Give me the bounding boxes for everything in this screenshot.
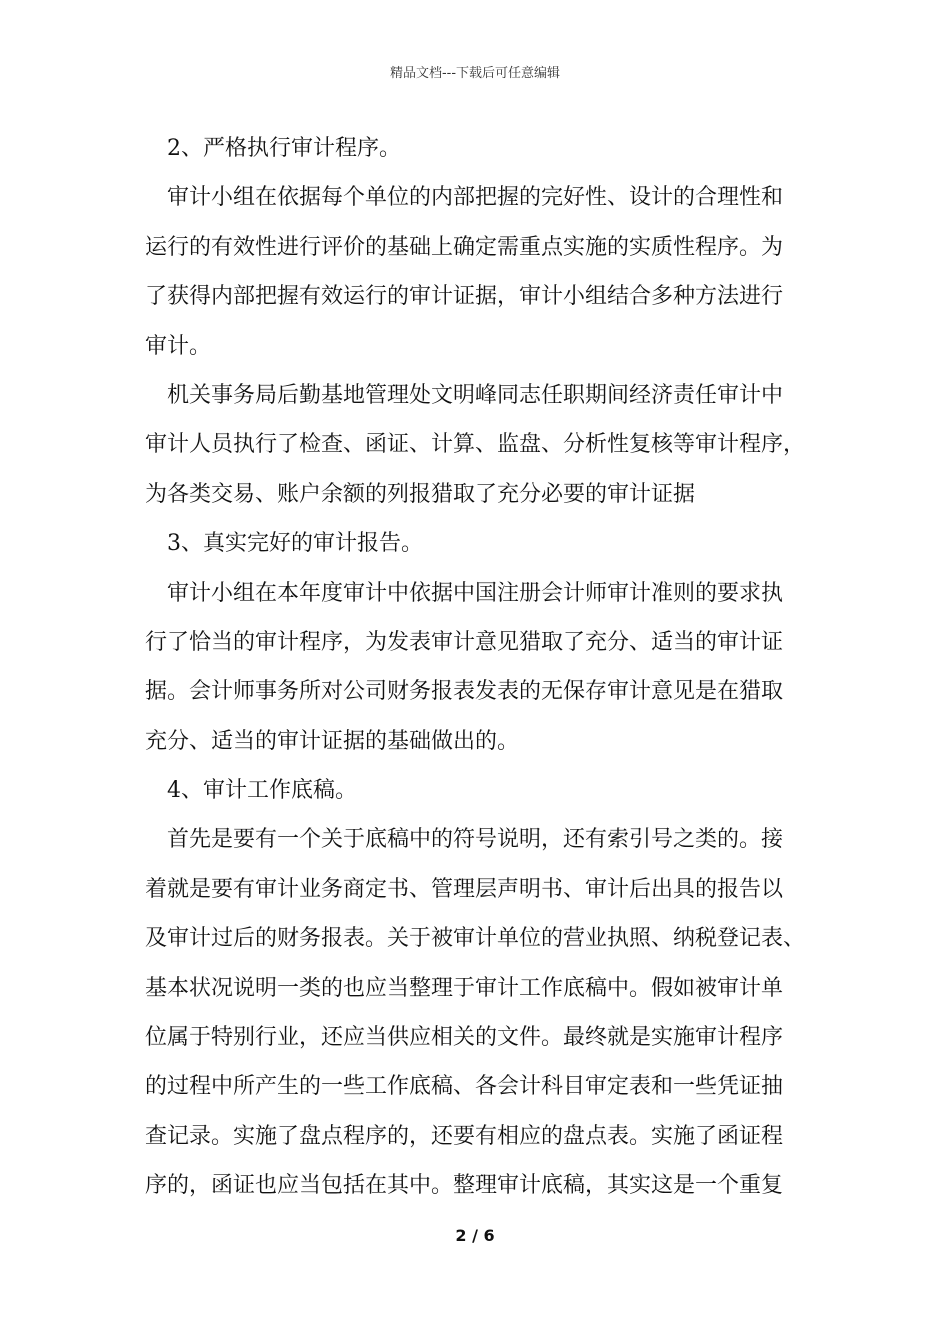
text-line: 着就是要有审计业务商定书、管理层声明书、审计后出具的报告以 <box>145 876 784 902</box>
text-line: 2、严格执行审计程序。 <box>167 136 401 161</box>
text-line: 据。会计师事务所对公司财务报表发表的无保存审计意见是在猎取 <box>145 679 784 705</box>
text-line: 序的，函证也应当包括在其中。整理审计底稿，其实这是一个重复 <box>145 1173 784 1199</box>
text-line: 位属于特别行业，还应当供应相关的文件。最终就是实施审计程序 <box>145 1025 784 1051</box>
text-line: 审计。 <box>145 333 212 359</box>
text-line: 行了恰当的审计程序，为发表审计意见猎取了充分、适当的审计证 <box>145 629 784 655</box>
text-line: 审计小组在本年度审计中依据中国注册会计师审计准则的要求执 <box>167 580 784 606</box>
page-number: 2 / 6 <box>455 1226 495 1245</box>
text-line: 3、真实完好的审计报告。 <box>167 531 423 557</box>
text-line: 4、审计工作底稿。 <box>167 778 357 804</box>
text-line: 运行的有效性进行评价的基础上确定需重点实施的实质性程序。为 <box>145 234 784 260</box>
text-line: 基本状况说明一类的也应当整理于审计工作底稿中。假如被审计单 <box>145 975 784 1001</box>
text-line: 查记录。实施了盘点程序的，还要有相应的盘点表。实施了函证程 <box>145 1123 784 1149</box>
document-header: 精品文档---下载后可任意编辑 <box>389 66 561 81</box>
text-line: 审计小组在依据每个单位的内部把握的完好性、设计的合理性和 <box>167 185 784 211</box>
text-line: 机关事务局后勤基地管理处文明峰同志任职期间经济责任审计中 <box>167 382 784 408</box>
text-line: 充分、适当的审计证据的基础做出的。 <box>145 728 520 754</box>
text-line: 为各类交易、账户余额的列报猎取了充分必要的审计证据 <box>145 481 696 507</box>
text-line: 及审计过后的财务报表。关于被审计单位的营业执照、纳税登记表、 <box>145 926 806 952</box>
text-line: 审计人员执行了检查、函证、计算、监盘、分析性复核等审计程序， <box>145 432 806 458</box>
text-line: 了获得内部把握有效运行的审计证据，审计小组结合多种方法进行 <box>145 284 784 310</box>
text-line: 首先是要有一个关于底稿中的符号说明，还有索引号之类的。接 <box>167 827 784 853</box>
document-body <box>145 124 813 1211</box>
text-line: 的过程中所产生的一些工作底稿、各会计科目审定表和一些凭证抽 <box>145 1074 784 1100</box>
